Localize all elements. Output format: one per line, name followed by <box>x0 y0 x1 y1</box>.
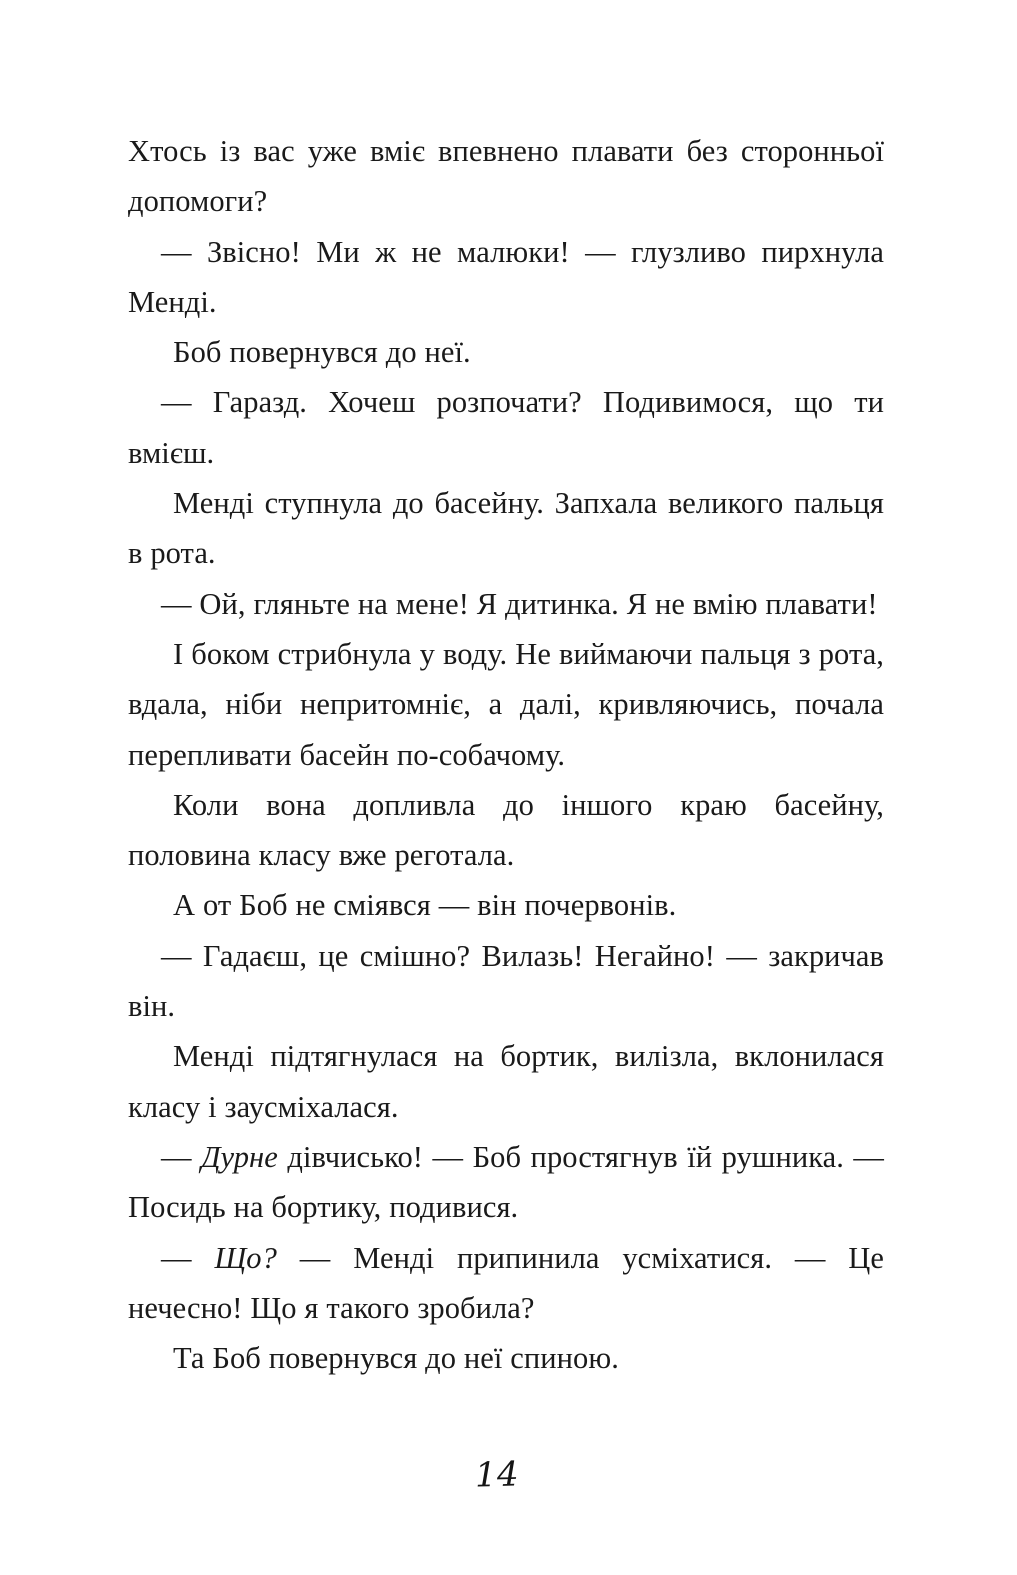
paragraph-12-rest: дівчисько! — Боб простягнув їй рушника. — Посидь на бортику, подивися. <box>128 1139 884 1225</box>
paragraph-4: — Гаразд. Хочеш розпочати? Подивимося, що ти вмієш. <box>128 385 884 470</box>
paragraph-1: Хтось із вас уже вміє впевнено плавати без сторонньої допомоги? <box>128 134 884 219</box>
paragraph-12-emphasis: Дурне <box>201 1139 278 1174</box>
paragraph-14: Та Боб повернувся до неї спиною. <box>173 1341 619 1376</box>
paragraph-13 <box>128 1233 884 1334</box>
paragraph-7: І боком стрибнула у воду. Не виймаючи пальця з рота, вдала, ніби непритомніє, а далі, кривляючись, почала перепливати басейн по-собачому. <box>128 636 884 772</box>
paragraph-13-emphasis: Що? <box>214 1240 277 1275</box>
paragraph-8: Коли вона допливла до іншого краю басейну, половина класу вже реготала. <box>128 787 884 873</box>
paragraph-12 <box>128 1132 884 1233</box>
paragraph-5: Менді ступнула до басейну. Запхала великого пальця в рота. <box>128 486 884 571</box>
paragraph-6: — Ой, гляньте на мене! Я дитинка. Я не вмію плавати! <box>161 586 878 621</box>
page-text-body <box>128 126 884 1383</box>
paragraph-3: Боб повернувся до неї. <box>173 335 471 370</box>
paragraph-13-lead: — <box>161 1240 215 1275</box>
page-number-value: 14 <box>473 1454 519 1496</box>
paragraph-11: Менді підтягнулася на бортик, вилізла, вклонилася класу і заусміхалася. <box>128 1039 884 1124</box>
paragraph-13-rest: — Менді припинила усміхатися. — Це нечесно! Що я такого зробила? <box>128 1240 884 1325</box>
page-number <box>0 1455 1017 1495</box>
paragraph-12-lead: — <box>161 1139 202 1174</box>
paragraph-10: — Гадаєш, це смішно? Вилазь! Негайно! — закричав він. <box>128 938 884 1024</box>
paragraph-9: А от Боб не сміявся — він почервонів. <box>173 888 677 923</box>
paragraph-2: — Звісно! Ми ж не малюки! — глузливо пирхнула Менді. <box>128 234 884 319</box>
